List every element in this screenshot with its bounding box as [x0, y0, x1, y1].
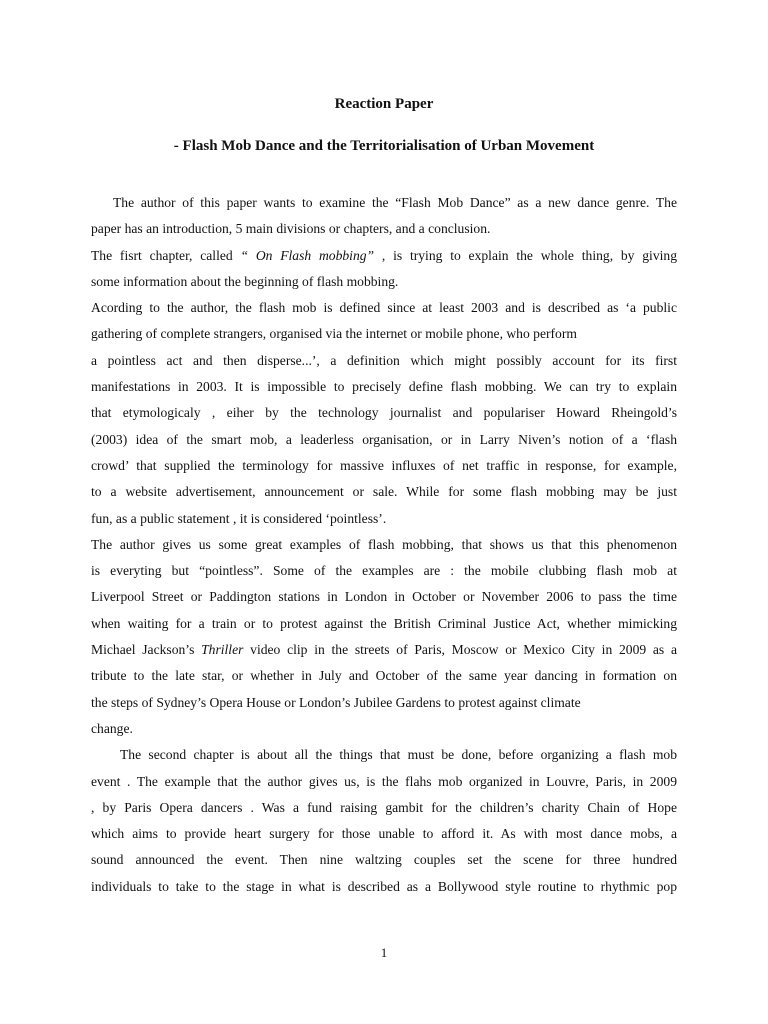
text-line: change.	[91, 720, 133, 736]
text-line: The author of this paper wants to examine the “Flash Mob Dance” as a new dance genre. The	[113, 195, 677, 210]
text-line: to a website advertisement, announcement or sale. While for some flash mobbing may be just	[91, 484, 677, 500]
text-line: paper has an introduction, 5 main divisions or chapters, and a conclusion.	[91, 221, 491, 237]
text-line	[91, 243, 677, 269]
document-title: Reaction Paper	[334, 96, 434, 112]
text-line: Liverpool Street or Paddington stations in London in October or November 2006 to pass the time	[91, 589, 677, 605]
document-subtitle: - Flash Mob Dance and the Territorialisation of Urban Movement	[173, 138, 595, 154]
text-line: a pointless act and then disperse...’, a definition which might possibly account for its first	[91, 352, 677, 368]
text-span: video clip in the streets of Paris, Moscow or Mexico City in 2009 as a	[243, 642, 677, 658]
text-line: sound announced the event. Then nine waltzing couples set the scene for three hundred	[91, 852, 677, 868]
text-line: (2003) idea of the smart mob, a leaderless organisation, or in Larry Niven’s notion of a ‘flash	[91, 431, 677, 447]
text-line: The second chapter is about all the things that must be done, before organizing a flash mob	[120, 747, 677, 763]
text-span: , is trying to explain the whole thing, by giving	[381, 247, 677, 263]
text-line: gathering of complete strangers, organised via the internet or mobile phone, who perform	[91, 326, 577, 342]
text-line: crowd’ that supplied the terminology for massive influxes of net traffic in response, for example,	[91, 457, 677, 473]
text-line: Acording to the author, the flash mob is defined since at least 2003 and is described as ‘a public	[91, 300, 677, 316]
chapter-title-italic: “ On Flash mobbing”	[240, 247, 382, 263]
text-line: some information about the beginning of flash mobbing.	[91, 273, 399, 289]
document-body	[91, 190, 677, 900]
text-line: , by Paris Opera dancers . Was a fund raising gambit for the children’s charity Chain of Hope	[91, 799, 677, 815]
thriller-italic: Thriller	[201, 642, 244, 658]
text-line: tribute to the late star, or whether in July and October of the same year dancing in formation on	[91, 668, 677, 684]
text-line	[91, 637, 677, 663]
text-line: fun, as a public statement , it is considered ‘pointless’.	[91, 510, 387, 526]
page-number: 1	[380, 945, 388, 960]
text-span: The fisrt chapter, called	[91, 247, 241, 263]
text-line: the steps of Sydney’s Opera House or London’s Jubilee Gardens to protest against climate	[91, 694, 581, 710]
text-line: event . The example that the author gives us, is the flahs mob organized in Louvre, Paris, in 2009	[91, 773, 677, 789]
text-line: The author gives us some great examples of flash mobbing, that shows us that this phenomenon	[91, 536, 677, 552]
text-line: which aims to provide heart surgery for those unable to afford it. As with most dance mobs, a	[91, 826, 677, 842]
text-line: manifestations in 2003. It is impossible to precisely define flash mobbing. We can try to explain	[91, 379, 677, 395]
text-line: individuals to take to the stage in what is described as a Bollywood style routine to rhythmic pop	[91, 878, 677, 894]
text-line: when waiting for a train or to protest against the British Criminal Justice Act, whether mimicking	[91, 615, 677, 631]
text-line: that etymologicaly , eiher by the technology journalist and populariser Howard Rheingold’s	[91, 405, 677, 421]
text-line: is everyting but “pointless”. Some of the examples are : the mobile clubbing flash mob at	[91, 563, 677, 579]
text-span: Michael Jackson’s	[91, 642, 202, 658]
